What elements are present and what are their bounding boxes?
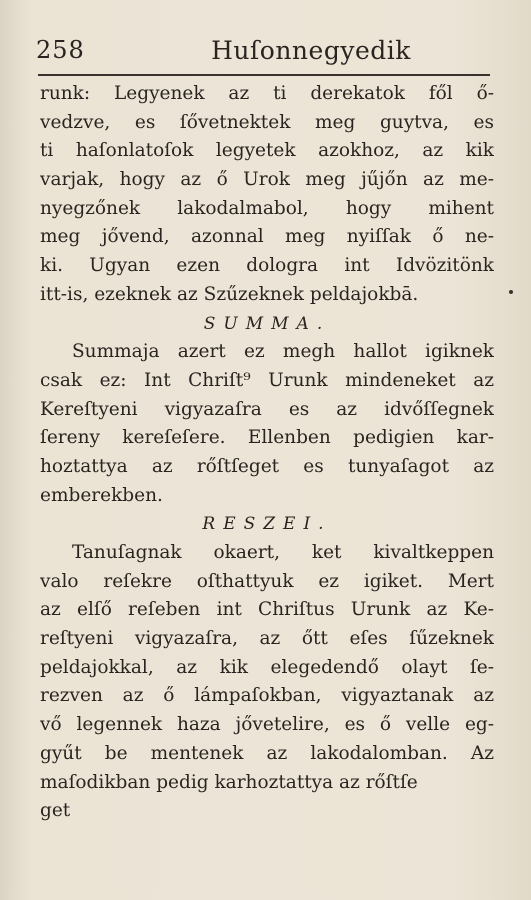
catchword: get [40, 800, 71, 822]
text-line: vedzve, es ſővetnektek meg guytva, es [40, 111, 494, 133]
text-line: ki. Ugyan ezen dologra int Idvözitönk [40, 255, 494, 277]
page-header [36, 30, 486, 72]
text-line: reſtyeni vigyazaſra, az őtt eſes ſűzeknek [40, 628, 494, 650]
text-line: rezven az ő lámpaſokban, vigyaztanak az [40, 685, 494, 707]
text-line: vő legennek haza jővetelire, es ő velle eg- [40, 714, 494, 736]
section-heading-summa: SUMMA. [203, 313, 331, 334]
body-text [40, 80, 494, 826]
text-line: runk: Legyenek az ti derekatok fől ő- [40, 83, 494, 104]
text-line: gyűt be mentenek az lakodalomban. Az [40, 742, 494, 764]
text-line: itt-is, ezeknek az Szűzeknek peldajokbā. [40, 283, 419, 305]
text-line: az elſő reſeben int Chriſtus Urunk az Ke- [40, 599, 494, 621]
text-line: ſereny kereſeſere. Ellenben pedigien kar- [40, 427, 494, 449]
text-line: Kereſtyeni vigyazaſra es az idvőſſegnek [40, 398, 494, 420]
text-line: maſodikban pedig karhoztattya az rőſtſe [40, 771, 418, 793]
text-line: csak ez: Int Chriſt⁹ Urunk mindeneket az [40, 369, 494, 391]
text-line: nyegzőnek lakodalmabol, hogy mihent [40, 197, 494, 219]
text-line: valo reſekre oſthattyuk ez igiket. Mert [40, 570, 494, 592]
section-heading-reszei: RESZEI. [202, 514, 332, 535]
text-line: hoztattya az rőſtſeget es tunyaſagot az [40, 455, 494, 477]
running-head: Huſonnegyedik [211, 36, 411, 65]
page-number: 258 [36, 36, 85, 64]
text-line: Tanuſagnak okaert, ket kivaltkeppen [72, 542, 494, 563]
header-rule [38, 74, 490, 76]
text-line: varjak, hogy az ő Urok meg jűjőn az me- [40, 169, 494, 191]
text-line: emberekben. [40, 484, 163, 506]
text-line: Summaja azert ez megh hallot igiknek [72, 341, 494, 363]
text-line: peldajokkal, az kik elegedendő olayt ſe- [40, 656, 494, 678]
text-line: meg jővend, azonnal meg nyiſſak ő ne- [40, 226, 494, 248]
text-line: ti haſonlatoſok legyetek azokhoz, az kik [40, 140, 494, 162]
ink-spot [509, 290, 513, 294]
